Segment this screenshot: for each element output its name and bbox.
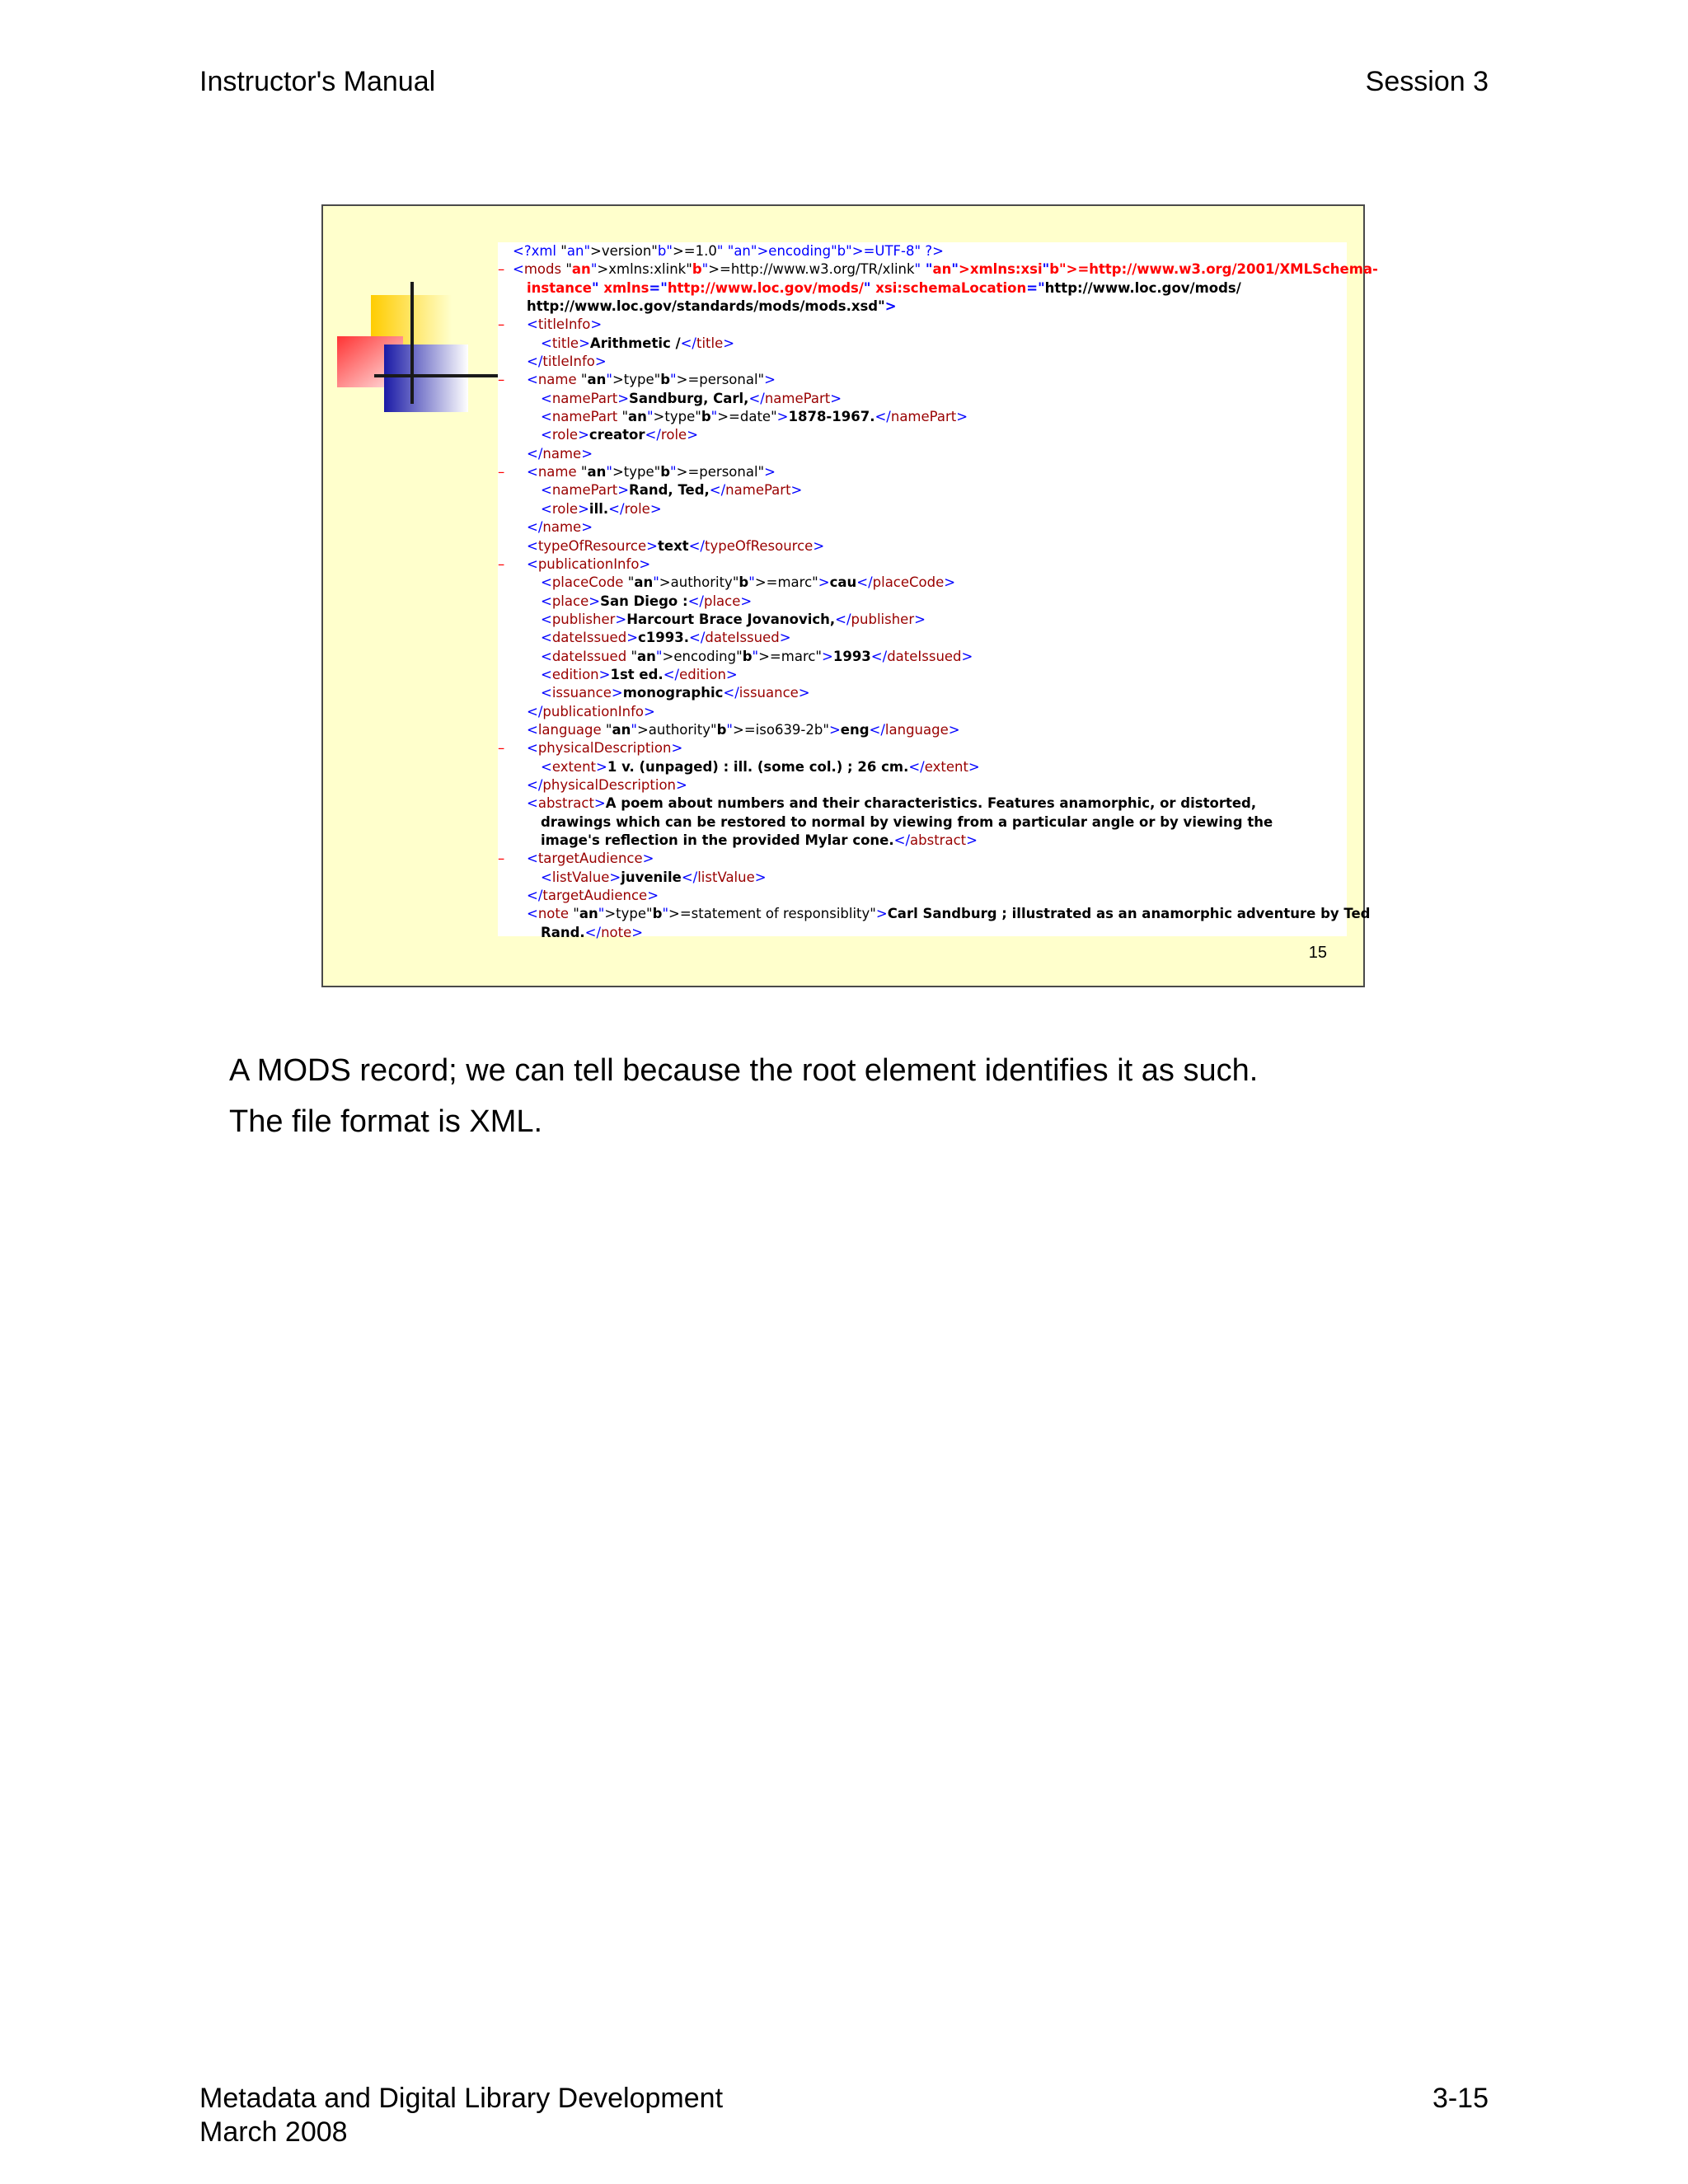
caption-line-1: A MODS record; we can tell because the root element identifies it as such. [229, 1053, 1259, 1088]
xml-line: <extent>1 v. (unpaged) : ill. (some col.) ; 26 cm.</extent> [541, 758, 980, 775]
xml-line: instance" xmlns="http://www.loc.gov/mods/" xsi:schemaLocation="http://www.loc.gov/mods/ [527, 279, 1241, 296]
xml-line: <title>Arithmetic /</title> [541, 335, 735, 351]
xml-line: – <targetAudience> [498, 851, 654, 867]
slide-logo-icon [323, 206, 504, 420]
xml-listing [498, 242, 1378, 940]
xml-line: – <name "an">type"b">=personal"> [498, 372, 776, 388]
xml-line: </name> [527, 519, 593, 536]
footer-date: March 2008 [199, 2116, 348, 2148]
xml-line: <namePart>Sandburg, Carl,</namePart> [541, 390, 842, 406]
xml-line: <?xml "an">version"b">=1.0" "an">encoding"b">=UTF-8" ?> [513, 243, 944, 259]
header-left: Instructor's Manual [199, 66, 436, 97]
xml-line: <dateIssued "an">encoding"b">=marc">1993</dateIssued> [541, 648, 973, 664]
xml-line: </titleInfo> [527, 354, 607, 370]
xml-line: – <publicationInfo> [498, 555, 651, 572]
xml-line: <issuance>monographic</issuance> [541, 685, 810, 701]
header-right: Session 3 [1365, 66, 1489, 97]
xml-line: – <mods "an">xmlns:xlink"b">=http://www.w3.org/TR/xlink" "an">xmlns:xsi"b">=http://www.w3.org/2001/XMLSchema- [498, 261, 1378, 278]
footer-title: Metadata and Digital Library Development [199, 2083, 724, 2114]
xml-line: <edition>1st ed.</edition> [541, 666, 738, 682]
xml-line: image's reflection in the provided Mylar cone.</abstract> [541, 832, 978, 848]
xml-line: http://www.loc.gov/standards/mods/mods.xsd"> [527, 298, 897, 315]
xml-line: Rand.</note> [541, 924, 644, 940]
xml-line: </name> [527, 445, 593, 462]
xml-line: </physicalDescription> [527, 776, 687, 793]
xml-line: <dateIssued>c1993.</dateIssued> [541, 630, 791, 646]
xml-line: <place>San Diego :</place> [541, 593, 753, 609]
xml-line: <role>creator</role> [541, 427, 699, 443]
xml-line: – <physicalDescription> [498, 740, 683, 757]
xml-line: </targetAudience> [527, 888, 659, 904]
slide [321, 204, 1378, 987]
xml-line: <note "an">type"b">=statement of responsiblity">Carl Sandburg ; illustrated as an anamorphic adventure by Ted [527, 906, 1371, 922]
xml-line: – <titleInfo> [498, 316, 603, 333]
xml-line: <language "an">authority"b">=iso639-2b">eng</language> [527, 721, 960, 738]
xml-line: <placeCode "an">authority"b">=marc">cau</placeCode> [541, 574, 956, 591]
xml-line: <role>ill.</role> [541, 500, 662, 517]
footer-page-number: 3-15 [1432, 2083, 1489, 2114]
xml-line: <listValue>juvenile</listValue> [541, 869, 767, 885]
caption-line-2: The file format is XML. [229, 1104, 543, 1139]
xml-line: <typeOfResource>text</typeOfResource> [527, 537, 825, 554]
xml-line: <publisher>Harcourt Brace Jovanovich,</publisher> [541, 611, 926, 627]
xml-line: – <name "an">type"b">=personal"> [498, 464, 776, 480]
xml-line: <abstract>A poem about numbers and their characteristics. Features anamorphic, or distorted, [527, 795, 1257, 812]
slide-number: 15 [1308, 944, 1327, 962]
xml-line: <namePart>Rand, Ted,</namePart> [541, 482, 803, 499]
xml-line: drawings which can be restored to normal by viewing from a particular angle or by viewing the [541, 813, 1273, 830]
xml-line: </publicationInfo> [527, 703, 655, 719]
xml-line: <namePart "an">type"b">=date">1878-1967.</namePart> [541, 409, 968, 425]
